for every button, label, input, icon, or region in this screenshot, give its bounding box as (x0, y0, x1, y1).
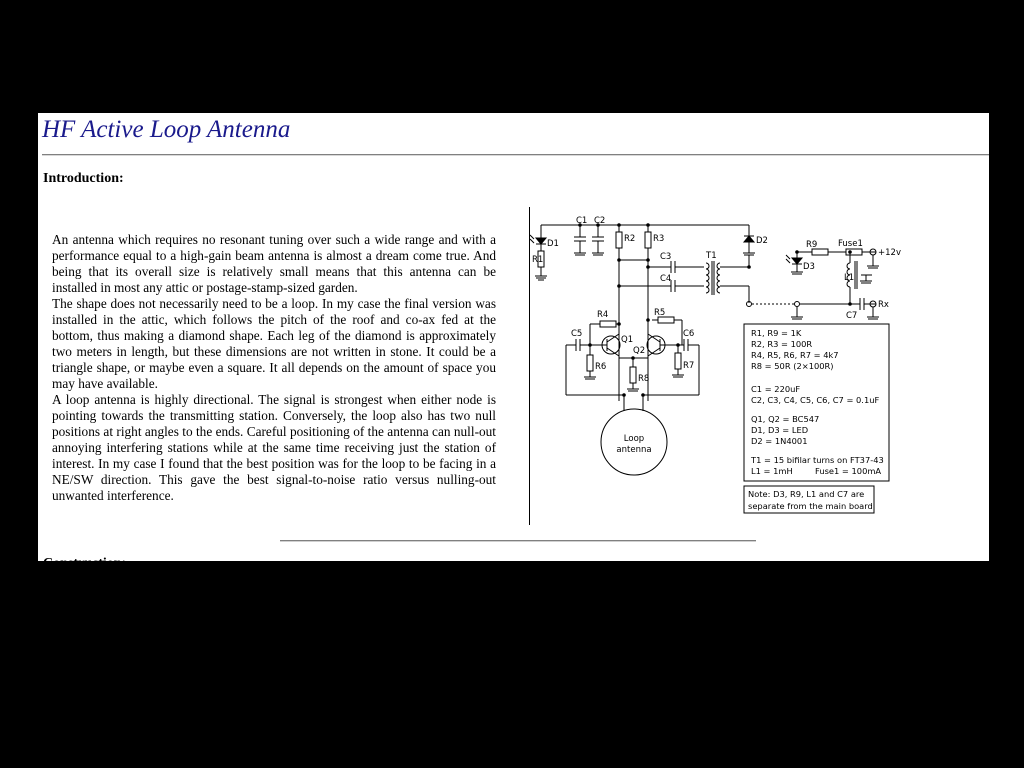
label-rx: Rx (878, 300, 889, 310)
label-d1: D1 (547, 239, 559, 249)
label-c3: C3 (660, 252, 672, 262)
label-q2: Q2 (633, 346, 646, 356)
section-heading-construction: Construction: (43, 556, 127, 571)
label-t1: T1 (706, 251, 717, 261)
paragraph: The shape does not necessarily need to be a loop. In my case the final version was installed in the attic, which follows the pitch of the roof and co-ax fed at the bottom, thus making a diamond shape. Each leg of the diamond is approximately two meters in length, but these dimensions are not written in stone. It could be a triangle shape, or maybe even a square. It all depends on the amount of space you may have available. (52, 296, 496, 391)
label-c4: C4 (660, 274, 672, 284)
parts-list-line: Fuse1 = 100mA (815, 466, 882, 476)
label-fuse1: Fuse1 (838, 239, 863, 249)
parts-list-line: D2 = 1N4001 (751, 436, 808, 446)
paragraph: An antenna which requires no resonant tuning over such a wide range and with a performance equal to a high-gain beam antenna is almost a dream come true. And being that its overall size is relatively small means that this antenna can be installed in most any attic or postage-stamp-sized garden. (52, 232, 496, 295)
circuit-schematic (530, 207, 910, 539)
section-divider (280, 540, 756, 542)
label-c2: C2 (594, 216, 606, 226)
label-c1: C1 (576, 216, 588, 226)
parts-list-line: R4, R5, R6, R7 = 4k7 (751, 350, 839, 360)
label-r3: R3 (653, 234, 665, 244)
parts-list-line: C2, C3, C4, C5, C6, C7 = 0.1uF (751, 395, 880, 405)
label-d3: D3 (803, 262, 815, 272)
label-q1: Q1 (621, 335, 634, 345)
note-line: Note: D3, R9, L1 and C7 are (748, 489, 865, 499)
label-c7: C7 (846, 311, 858, 321)
parts-list-line: L1 = 1mH (751, 466, 793, 476)
label-antenna: antenna (616, 445, 652, 455)
parts-list-line: T1 = 15 bifilar turns on FT37-43 (751, 455, 884, 465)
section-heading-introduction: Introduction: (43, 171, 124, 186)
label-r5: R5 (654, 308, 666, 318)
label-r6: R6 (595, 362, 607, 372)
note-line: separate from the main board. (748, 501, 876, 511)
web-page (38, 113, 989, 571)
label-r7: R7 (683, 361, 695, 371)
label-l1: L1 (844, 273, 855, 283)
parts-list-line: R2, R3 = 100R (751, 339, 813, 349)
parts-list-line: C1 = 220uF (751, 384, 801, 394)
label-r9: R9 (806, 240, 818, 250)
parts-list-line: Q1, Q2 = BC547 (751, 414, 820, 424)
label-r4: R4 (597, 310, 609, 320)
label-12v: +12v (878, 248, 901, 258)
label-r8: R8 (638, 374, 650, 384)
label-r2: R2 (624, 234, 636, 244)
label-c6: C6 (683, 329, 695, 339)
label-d2: D2 (756, 236, 768, 246)
parts-list-line: R8 = 50R (2×100R) (751, 361, 834, 371)
page-title: HF Active Loop Antenna (42, 116, 291, 143)
parts-list-line: D1, D3 = LED (751, 425, 809, 435)
label-c5: C5 (571, 329, 583, 339)
paragraph: A loop antenna is highly directional. The signal is strongest when either node is pointing towards the transmitting station. Conversely, the loop also has two null positions at right angles to the ends. Careful positioning of the antenna can null-out annoying interfering stations while at the same time receiving just the station of interest. In my case I found that the best position was for the loop to be facing in a NE/SW direction. This gave the best signal-to-noise ratio versus nulling-out unwanted interference. (52, 392, 496, 503)
title-divider (42, 154, 989, 156)
parts-list-line: R1, R9 = 1K (751, 328, 802, 338)
introduction-text (52, 232, 496, 504)
label-r1: R1 (532, 255, 544, 265)
label-loop: Loop (623, 434, 645, 444)
